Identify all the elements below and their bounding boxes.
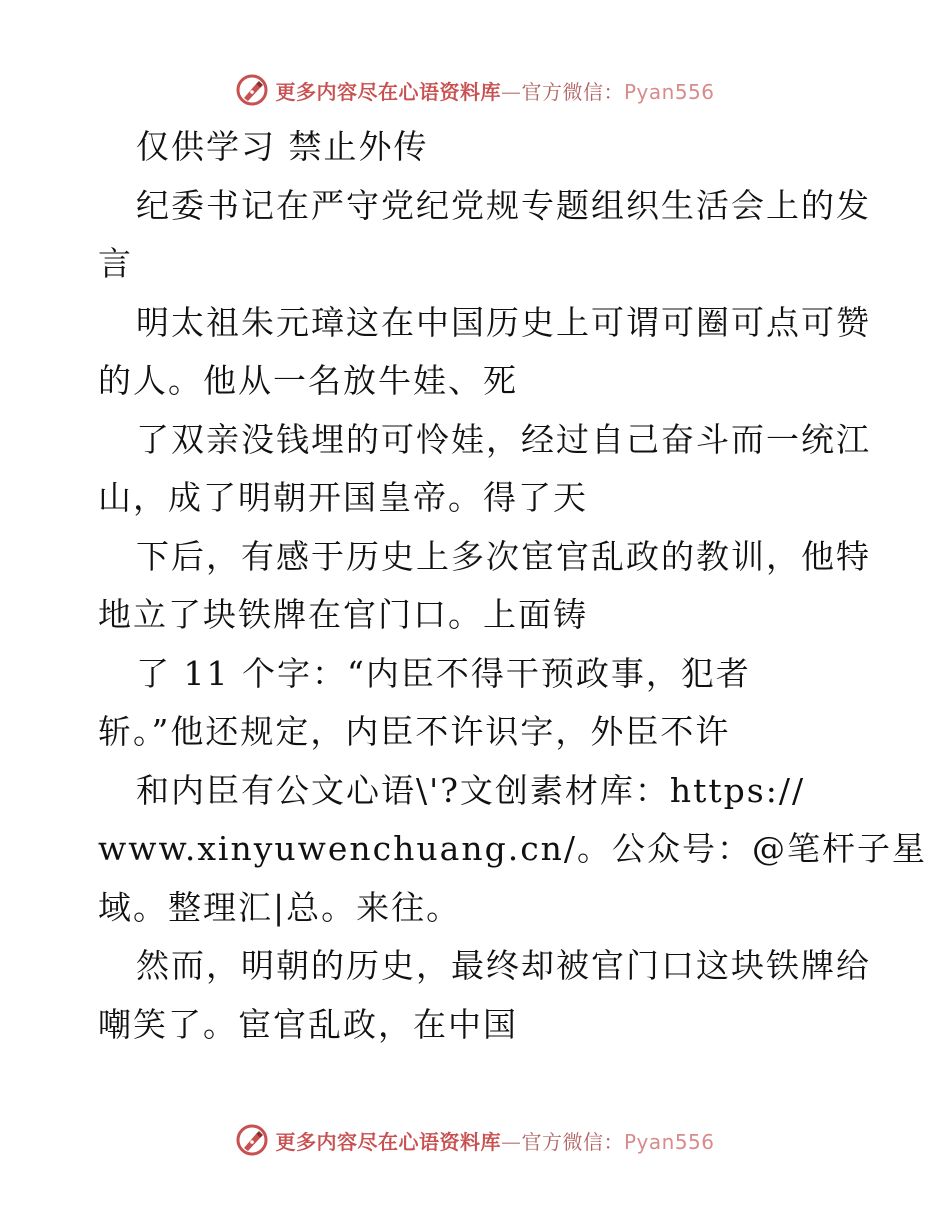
watermark-official-label: 官方微信： xyxy=(521,79,624,104)
doc-line: 斩。”他还规定，内臣不许识字，外臣不许 xyxy=(98,712,731,751)
doc-line: 言 xyxy=(98,244,133,283)
header-watermark xyxy=(0,70,950,110)
watermark-separator: — xyxy=(500,1129,522,1154)
doc-line: 的人。他从一名放牛娃、死 xyxy=(98,361,518,400)
doc-line: 明太祖朱元璋这在中国历史上可谓可圈可点可赞 xyxy=(136,302,871,342)
pen-logo-icon xyxy=(235,73,269,107)
watermark-text xyxy=(275,1126,714,1155)
doc-line: 纪委书记在严守党纪党规专题组织生活会上的发 xyxy=(136,185,871,225)
doc-line: 和内臣有公文心语\'?文创素材库：https:// xyxy=(136,770,806,810)
doc-line: 了 11 个字：“内臣不得干预政事，犯者 xyxy=(136,653,751,693)
watermark-main-text: 更多内容尽在心语资料库 xyxy=(275,1129,501,1154)
document-body xyxy=(98,118,928,1054)
doc-line: 地立了块铁牌在官门口。上面铸 xyxy=(98,595,588,634)
watermark-wechat-id: Pyan556 xyxy=(623,79,715,104)
doc-line: 域。整理汇|总。来往。 xyxy=(98,887,462,927)
doc-line: www.xinyuwenchuang.cn/。公众号：@笔杆子星 xyxy=(98,829,928,868)
pen-logo-icon xyxy=(235,1123,269,1157)
doc-line: 了双亲没钱埋的可怜娃，经过自己奋斗而一统江 xyxy=(136,419,871,459)
doc-line: 嘲笑了。宦官乱政，在中国 xyxy=(98,1004,518,1044)
footer-watermark xyxy=(0,1120,950,1160)
watermark-separator: — xyxy=(500,79,522,104)
watermark-main-text: 更多内容尽在心语资料库 xyxy=(275,79,501,104)
doc-line: 下后，有感于历史上多次宦官乱政的教训，他特 xyxy=(136,536,871,576)
doc-line: 然而，明朝的历史，最终却被官门口这块铁牌给 xyxy=(136,946,871,985)
watermark-official-label: 官方微信： xyxy=(521,1129,624,1154)
doc-line: 山，成了明朝开国皇帝。得了天 xyxy=(98,478,588,517)
watermark-text xyxy=(275,76,714,105)
watermark-wechat-id: Pyan556 xyxy=(623,1129,715,1154)
doc-line: 仅供学习 禁止外传 xyxy=(136,127,429,166)
